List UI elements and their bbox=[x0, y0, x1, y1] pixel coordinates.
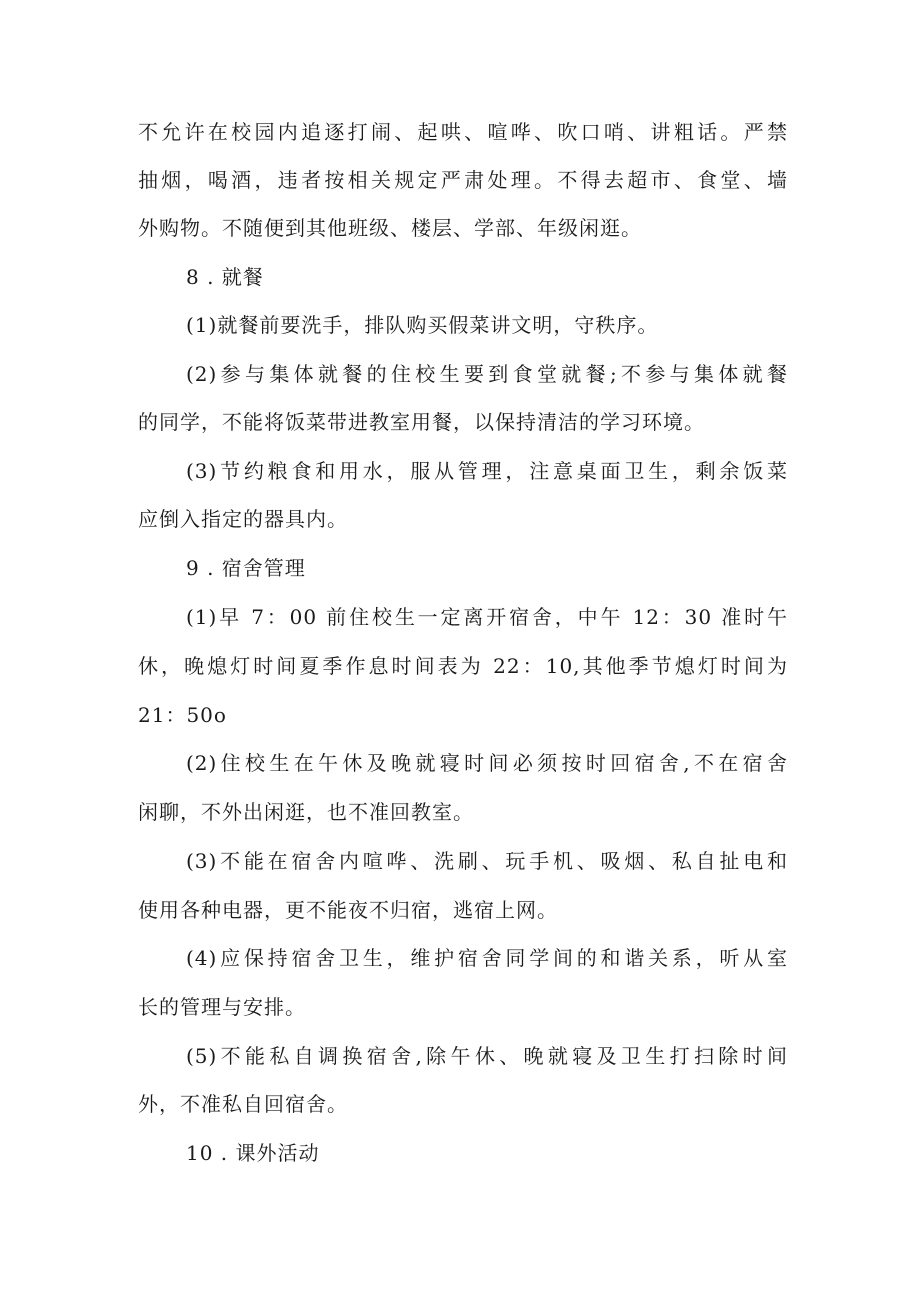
list-item-line: (1)就餐前要洗手，排队购买假菜讲文明，守秩序。 bbox=[186, 313, 659, 337]
list-item-line: 闲聊，不外出闲逛，也不准回教室。 bbox=[138, 800, 474, 824]
list-item-line: 应倒入指定的器具内。 bbox=[138, 507, 348, 531]
section-heading-extracurricular: 10 . 课外活动 bbox=[186, 1141, 320, 1165]
list-item-line: (2)参与集体就餐的住校生要到食堂就餐;不参与集体就餐 bbox=[186, 362, 788, 386]
list-item-line: (3)节约粮食和用水，服从管理，注意桌面卫生，剩余饭菜 bbox=[186, 459, 788, 483]
list-item-line: 休，晚熄灯时间夏季作息时间表为 22：10,其他季节熄灯时间为 bbox=[138, 654, 788, 678]
list-item-line: (5)不能私自调换宿舍,除午休、晚就寝及卫生打扫除时间 bbox=[186, 1044, 788, 1068]
list-item-line: (2)住校生在午休及晚就寝时间必须按时回宿舍,不在宿舍 bbox=[186, 751, 788, 775]
section-heading-dormitory: 9 . 宿舍管理 bbox=[186, 556, 306, 580]
list-item-line: 使用各种电器，更不能夜不归宿，逃宿上网。 bbox=[138, 898, 558, 922]
paragraph-line: 抽烟，喝酒，违者按相关规定严肃处理。不得去超市、食堂、墙 bbox=[138, 168, 788, 192]
list-item-line: (3)不能在宿舍内喧哗、洗刷、玩手机、吸烟、私自扯电和 bbox=[186, 849, 788, 873]
paragraph-line: 不允许在校园内追逐打闹、起哄、喧哗、吹口哨、讲粗话。严禁 bbox=[138, 120, 788, 144]
paragraph-line: 外购物。不随便到其他班级、楼层、学部、年级闲逛。 bbox=[138, 216, 642, 240]
list-item-line: 长的管理与安排。 bbox=[138, 995, 306, 1019]
list-item-line: (1)早 7：00 前住校生一定离开宿舍，中午 12：30 准时午 bbox=[186, 605, 788, 629]
list-item-line: 外，不准私自回宿舍。 bbox=[138, 1092, 348, 1116]
list-item-line: (4)应保持宿舍卫生，维护宿舍同学间的和谐关系，听从室 bbox=[186, 946, 788, 970]
list-item-line: 21：50o bbox=[138, 703, 227, 727]
section-heading-dining: 8 . 就餐 bbox=[186, 265, 264, 289]
list-item-line: 的同学，不能将饭菜带进教室用餐，以保持清洁的学习环境。 bbox=[138, 410, 705, 434]
